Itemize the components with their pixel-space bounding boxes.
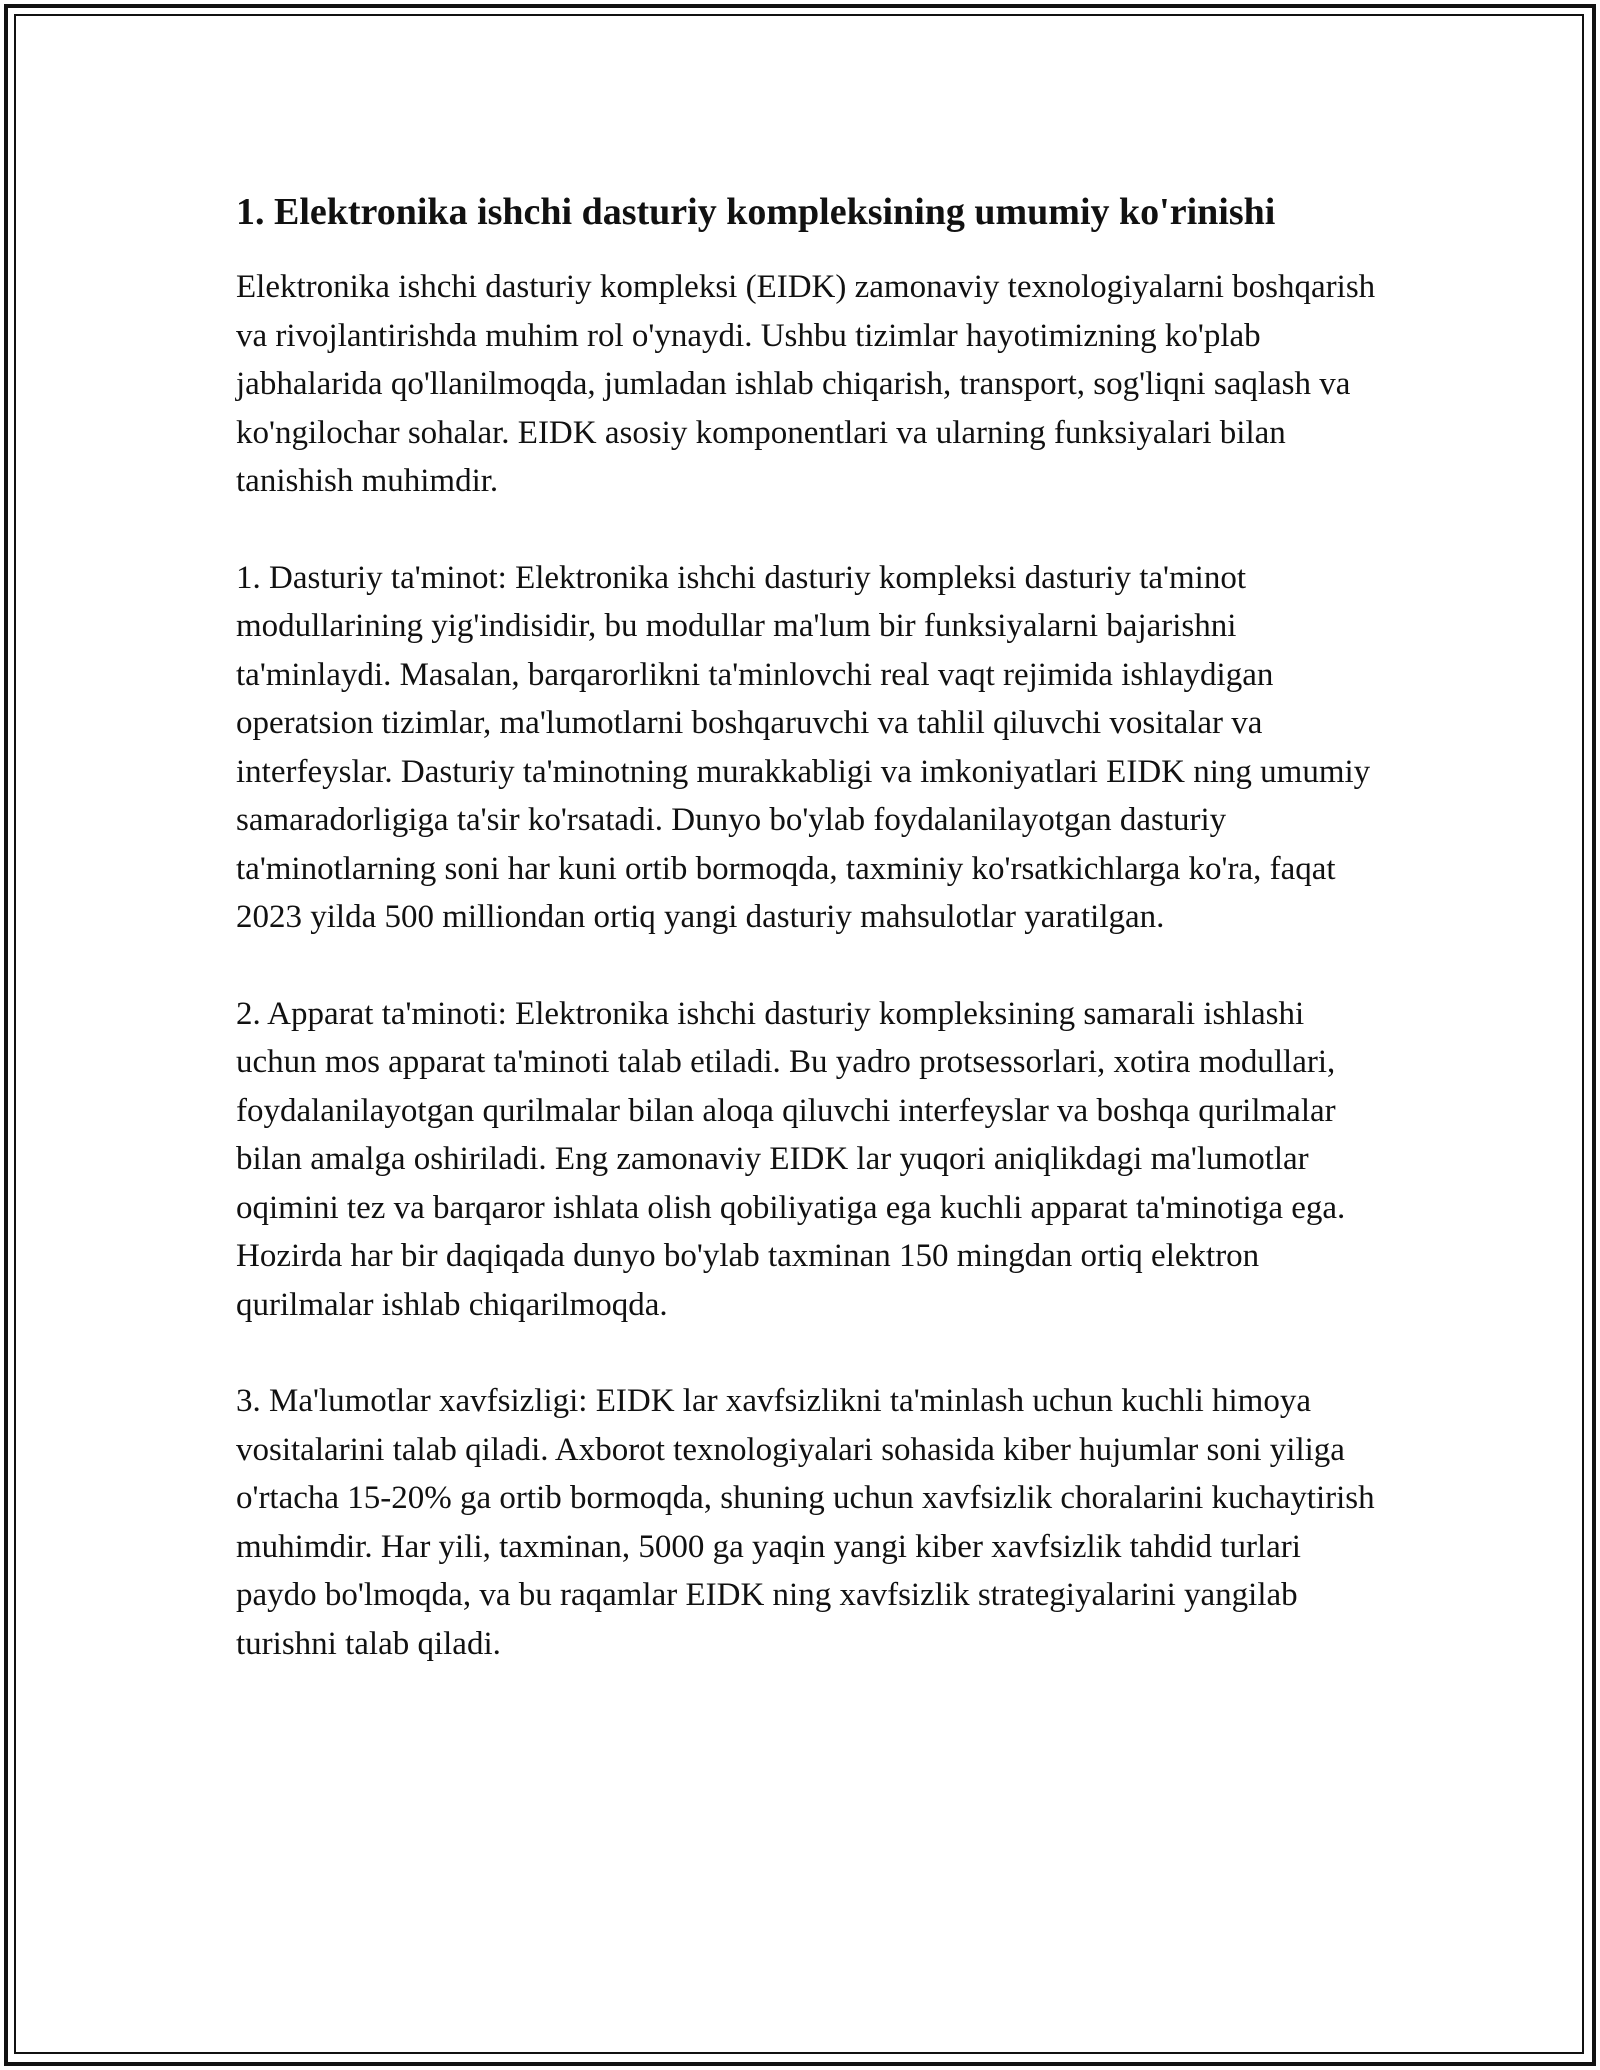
document-title: 1. Elektronika ishchi dasturiy kompleksining umumiy ko'rinishi xyxy=(236,191,1276,233)
security-paragraph: 3. Ma'lumotlar xavfsizligi: EIDK lar xavfsizlikni ta'minlash uchun kuchli himoya vositalarini talab qiladi. Axborot texnologiyalari sohasida kiber hujumlar soni yiliga o'rtacha 15-20% ga ortib bormoqda, shuning uchun xavfsizlik choralarini kuchaytirish muhimdir. Har yili, taxminan, 5000 ga yaqin yangi kiber xavfsizlik tahdid turlari paydo bo'lmoqda, va bu raqamlar EIDK ning xavfsizlik strategiyalarini yangilab turishni talab qiladi. xyxy=(236,1383,1375,1662)
document-body xyxy=(236,185,1376,1716)
software-paragraph: 1. Dasturiy ta'minot: Elektronika ishchi dasturiy kompleksi dasturiy ta'minot modullarining yig'indisidir, bu modullar ma'lum bir funksiyalarni bajarishni ta'minlaydi. Masalan, barqarorlikni ta'minlovchi real vaqt rejimida ishlaydigan operatsion tizimlar, ma'lumotlarni boshqaruvchi va tahlil qiluvchi vositalar va interfeyslar. Dasturiy ta'minotning murakkabligi va imkoniyatlari EIDK ning umumiy samaradorligiga ta'sir ko'rsatadi. Dunyo bo'ylab foydalanilayotgan dasturiy ta'minotlarning soni har kuni ortib bormoqda, taxminiy ko'rsatkichlarga ko'ra, faqat 2023 yilda 500 milliondan ortiq yangi dasturiy mahsulotlar yaratilgan. xyxy=(236,559,1371,935)
hardware-paragraph: 2. Apparat ta'minoti: Elektronika ishchi dasturiy kompleksining samarali ishlashi uchun mos apparat ta'minoti talab etiladi. Bu yadro protsessorlari, xotira modullari, foydalanilayotgan qurilmalar bilan aloqa qiluvchi interfeyslar va boshqa qurilmalar bilan amalga oshiriladi. Eng zamonaviy EIDK lar yuqori aniqlikdagi ma'lumotlar oqimini tez va barqaror ishlata olish qobiliyatiga ega kuchli apparat ta'minotiga ega. Hozirda har bir daqiqada dunyo bo'ylab taxminan 150 mingdan ortiq elektron qurilmalar ishlab chiqarilmoqda. xyxy=(236,995,1346,1323)
intro-paragraph: Elektronika ishchi dasturiy kompleksi (EIDK) zamonaviy texnologiyalarni boshqarish va rivojlantirishda muhim rol o'ynaydi. Ushbu tizimlar hayotimizning ko'plab jabhalarida qo'llanilmoqda, jumladan ishlab chiqarish, transport, sog'liqni saqlash va ko'ngilochar sohalar. EIDK asosiy komponentlari va ularning funksiyalari bilan tanishish muhimdir. xyxy=(236,269,1376,499)
